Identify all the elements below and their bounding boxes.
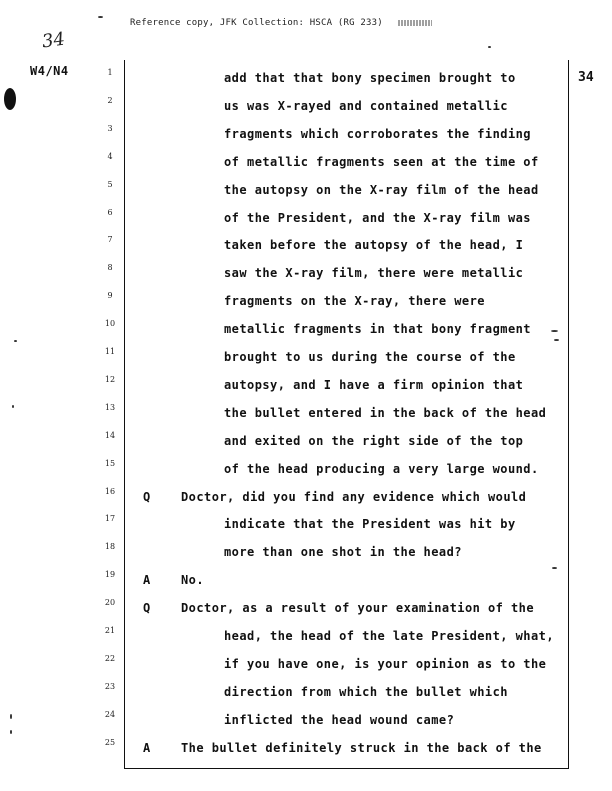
transcript-line — [0, 682, 612, 700]
transcript-line — [0, 96, 612, 114]
speaker-label: Q — [143, 489, 151, 504]
transcript-line — [0, 375, 612, 393]
line-number: 23 — [104, 681, 116, 691]
line-number: 9 — [107, 291, 113, 301]
line-number: 17 — [104, 514, 116, 524]
line-number: 11 — [104, 347, 116, 356]
transcript-text: the bullet entered in the back of the head — [224, 405, 547, 420]
transcript-text: the autopsy on the X-ray film of the head — [224, 182, 539, 197]
transcript-text: fragments which corroborates the finding — [224, 126, 531, 141]
scan-speck — [488, 46, 491, 48]
line-number: 8 — [107, 263, 113, 273]
transcript-text: head, the head of the late President, what, — [224, 629, 555, 643]
line-number: 7 — [107, 235, 113, 245]
transcript-text: of the head producing a very large wound. — [224, 461, 539, 476]
transcript-text: and exited on the right side of the top — [224, 433, 524, 448]
transcript-line — [0, 738, 612, 756]
reporter-id: W4/N4 — [30, 64, 69, 78]
transcript-text: indicate that the President was hit by — [224, 517, 516, 532]
transcript-text: Doctor, as a result of your examination of the — [181, 601, 535, 616]
line-number: 16 — [104, 486, 116, 496]
transcript-line — [0, 180, 612, 198]
transcript-line — [0, 654, 612, 672]
line-number: 14 — [104, 430, 116, 440]
line-number: 3 — [107, 123, 113, 133]
transcript-line — [0, 68, 612, 86]
line-number: 10 — [104, 319, 116, 329]
line-number: 13 — [104, 402, 116, 412]
scan-speck — [10, 730, 12, 734]
line-number: 25 — [104, 737, 116, 747]
transcript-line — [0, 459, 612, 477]
transcript-text: The bullet definitely struck in the back of the — [181, 740, 542, 755]
line-number: 1 — [107, 68, 113, 77]
transcript-text: more than one shot in the head? — [224, 545, 462, 560]
page-number: 34 — [578, 70, 594, 85]
transcript-line — [0, 710, 612, 728]
transcript-line — [0, 598, 612, 616]
transcript-line — [0, 235, 612, 253]
transcript-line — [0, 347, 612, 365]
header-reference — [130, 18, 432, 28]
header-reference-text: Reference copy, JFK Collection: HSCA (RG 233) — [130, 18, 383, 28]
transcript-text: of metallic fragments seen at the time of — [224, 154, 539, 169]
transcript-line — [0, 263, 612, 281]
speaker-label: Q — [143, 601, 151, 616]
line-number: 6 — [107, 207, 113, 217]
transcript-line — [0, 319, 612, 337]
line-number: 4 — [107, 151, 113, 161]
line-number: 19 — [104, 570, 116, 580]
transcript-text: taken before the autopsy of the head, I — [224, 238, 524, 253]
speaker-label: A — [143, 740, 151, 755]
transcript-text: metallic fragments in that bony fragment — [224, 322, 531, 337]
handwritten-page-mark: 34 — [40, 28, 67, 53]
transcript-line — [0, 152, 612, 170]
transcript-text: No. — [181, 573, 205, 588]
transcript-text: of the President, and the X-ray film was — [224, 210, 531, 225]
speaker-label: A — [143, 573, 151, 588]
transcript-text: inflicted the head wound came? — [224, 712, 455, 727]
line-number: 22 — [104, 653, 116, 663]
transcript-line — [0, 626, 612, 644]
archive-stamp-mark — [398, 20, 432, 26]
transcript-text: direction from which the bullet which — [224, 684, 508, 699]
transcript-line — [0, 124, 612, 142]
line-number: 20 — [104, 598, 116, 608]
line-number: 12 — [104, 374, 116, 384]
transcript-line — [0, 403, 612, 421]
line-number: 18 — [104, 542, 116, 552]
transcript-text: if you have one, is your opinion as to the — [224, 656, 547, 671]
transcript-line — [0, 514, 612, 532]
transcript-line — [0, 570, 612, 588]
transcript-line — [0, 487, 612, 505]
transcript-text: saw the X-ray film, there were metallic — [224, 266, 524, 281]
line-number: 5 — [107, 179, 113, 189]
transcript-text: autopsy, and I have a firm opinion that — [224, 377, 524, 392]
line-number: 21 — [104, 626, 116, 635]
scan-speck — [14, 340, 17, 342]
transcript-text: add that that bony specimen brought to — [224, 71, 516, 85]
transcript-line — [0, 542, 612, 560]
transcript-text: us was X-rayed and contained metallic — [224, 98, 508, 113]
line-number: 24 — [104, 709, 116, 719]
transcript-text: Doctor, did you find any evidence which would — [181, 489, 527, 504]
transcript-text: fragments on the X-ray, there were — [224, 294, 485, 309]
transcript-line — [0, 431, 612, 449]
line-number: 2 — [107, 95, 113, 105]
transcript-line — [0, 291, 612, 309]
transcript-text: brought to us during the course of the — [224, 350, 516, 364]
transcript-line — [0, 208, 612, 226]
line-number: 15 — [104, 458, 116, 468]
scan-speck — [98, 16, 103, 18]
